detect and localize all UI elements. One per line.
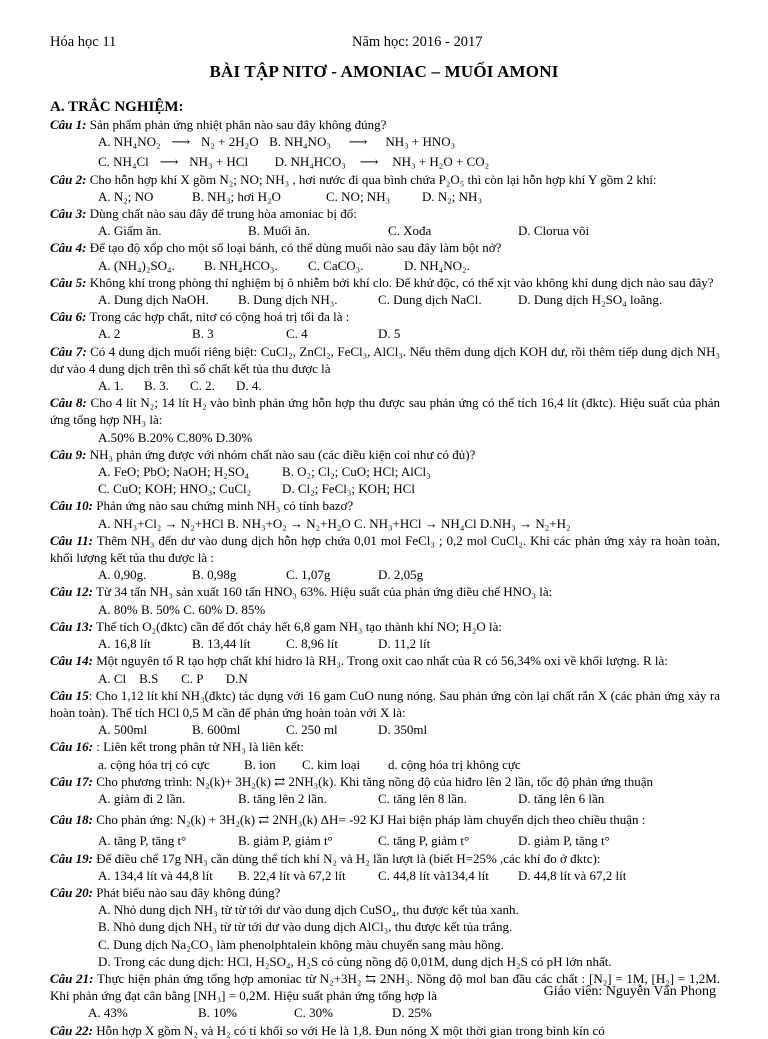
question-text: Để tạo độ xốp cho một số loại bánh, có thể dùng muối nào sau đây làm bột nở?: [86, 240, 502, 256]
option-a: A. 16,8 lít: [98, 636, 151, 652]
option-d: D. 44,8 lít và 67,2 lít: [518, 867, 627, 883]
option-d: D. giảm P, tăng t°: [518, 833, 610, 849]
options-row: [50, 222, 720, 239]
option-b: B. NH₄HCO₃.: [204, 257, 278, 273]
options-row: [50, 291, 720, 308]
question-text: Thêm NH₃ đến dư vào dung dịch hỗn hợp chứa 0,01 mol FeCl₃ ; 0,2 mol CuCl₂. Khi các phản ứng xảy ra hoàn toàn, khối lượng kết tủa thu được là :: [50, 532, 720, 566]
question-text: NH₃ phản ứng được với nhóm chất nào sau (các điều kiện coi như có đủ)?: [86, 446, 476, 462]
option-c: C. Xođa: [388, 223, 432, 239]
question-label: Câu 20:: [50, 884, 93, 900]
question-18: [50, 811, 720, 828]
option-c-product: NH₃ + HCl: [189, 154, 249, 170]
question-text: Cho phương trình: N₂(k)+ 3H₂(k) ⇄ 2NH₃(k). Khi tăng nồng độ của hiđro lên 2 lần, tốc độ phản ứng thuận: [92, 773, 654, 789]
question-8: [50, 394, 720, 428]
question-text: Trong các hợp chất, nitơ có cộng hoá trị tối đa là :: [86, 309, 350, 325]
option-c: C. 250 ml: [286, 722, 338, 738]
option-d-product: NH₃ + H₂O + CO₂: [392, 154, 490, 170]
question-label: Câu 3:: [50, 206, 87, 222]
option-b: B. Dung dịch NH₃.: [238, 292, 338, 308]
options-row: [50, 790, 720, 807]
options-row: [50, 325, 720, 342]
option-b: B. 10%: [198, 1005, 237, 1021]
option-d: D. 2,05g: [378, 567, 424, 583]
option-d: D. 5: [378, 326, 401, 342]
subject-label: Hóa học 11: [50, 34, 117, 50]
question-12: [50, 583, 720, 600]
question-text: Một nguyên tố R tạo hợp chất khí hidro là RH₃. Trong oxit cao nhất của R có 56,34% oxi về khối lượng. R là:: [92, 653, 668, 669]
option-d: D. Dung dịch H₂SO₄ loãng.: [518, 292, 663, 308]
options-row: A. NH₃+Cl₂ → N₂+HCl B. NH₃+O₂ → N₂+H₂O C. NH₃+HCl → NH₄Cl D.NH₃ → N₂+H₂: [98, 515, 571, 531]
question-label: Câu 18:: [50, 812, 93, 828]
school-year: Năm học: 2016 - 2017: [352, 34, 483, 50]
question-19: [50, 850, 720, 867]
question-label: Câu 22:: [50, 1022, 93, 1038]
reaction-arrow-icon: ⟶: [159, 154, 179, 170]
option-c: C. Dung dịch NaCl.: [378, 292, 482, 308]
options-row: [50, 635, 720, 652]
option-a: A. 1.: [98, 378, 124, 394]
option-a-product: N₂ + 2H₂O: [201, 134, 259, 150]
question-text: Thực hiện phản ứng tổng hợp amoniac từ N₂+3H₂ ⇆ 2NH₃. Nồng độ mol ban đầu các chất : [N₂] = 1M, [H₂] = 1,2M. Khi phản ứng đạt cân bằng [NH₃] = 0,2M. Hiệu suất phản ứng tổng hợp là: [50, 970, 721, 1004]
question-text: Sản phẩm phản ứng nhiệt phân nào sau đây không đúng?: [86, 117, 387, 132]
option-c: C. NH₄Cl: [98, 154, 149, 170]
question-7: [50, 343, 720, 377]
reaction-arrow-icon: ⟶: [359, 154, 379, 170]
options-row: [50, 1004, 720, 1021]
question-13: [50, 618, 720, 635]
question-text: Không khí trong phòng thí nghiệm bị ô nhiễm bởi khí clo. Để khử độc, có thể xịt vào không khí dung dịch nào sau đây?: [86, 274, 714, 290]
option-b: B. 600ml: [192, 722, 241, 738]
question-text: Hỗn hợp X gồm N₂ và H₂ có tỉ khối so với He là 1,8. Đun nóng X một thời gian trong bình kín có: [92, 1022, 605, 1038]
option-b: B. 22,4 lít và 67,2 lít: [238, 867, 346, 883]
option-c: C. 1,07g: [286, 567, 331, 583]
option-a: A. 500ml: [98, 722, 148, 738]
question-text: Phản ứng nào sau chứng minh NH₃ có tính bazơ?: [92, 498, 354, 514]
question-label: Câu 7:: [50, 343, 87, 359]
option-d: D. NH₄HCO₃: [274, 154, 346, 170]
option-c: C. tăng P, giảm t°: [378, 833, 470, 849]
option-a: A. 134,4 lít và 44,8 lít: [98, 867, 213, 883]
option-a: A. N₂; NO: [98, 188, 154, 204]
question-list: [50, 116, 720, 1039]
option-a: A. 2: [98, 326, 121, 342]
option-d: D. 25%: [392, 1005, 432, 1021]
option-a: A. 43%: [88, 1005, 128, 1021]
options-row: [50, 377, 720, 394]
reaction-arrow-icon: ⟶: [171, 134, 191, 150]
question-text: Có 4 dung dịch muối riêng biệt: CuCl₂, ZnCl₂, FeCl₃, AlCl₃. Nếu thêm dung dịch KOH dư, rồi thêm tiếp dung dịch NH₃ dư vào 4 dung dịch trên thì số chất kết tủa thu được là: [50, 343, 720, 376]
option-d: D. Trong các dung dịch: HCl, H₂SO₄, H₂S có cùng nồng độ 0,01M, dung dịch H₂S có pH lớn nhất.: [98, 953, 612, 969]
question-16: [50, 738, 720, 755]
option-d: D. Cl₂; FeCl₃; KOH; HCl: [282, 481, 415, 497]
question-label: Câu 11:: [50, 532, 93, 548]
option-a: A. Giấm ăn.: [98, 223, 162, 239]
options-row: A. Cl B.S C. P D.N: [98, 670, 248, 686]
option-a: A. NH₄NO₂: [98, 134, 161, 150]
option-c: C. 30%: [294, 1005, 333, 1021]
question-label: Câu 6:: [50, 309, 87, 325]
option-b: B. Muối ăn.: [248, 223, 311, 239]
option-c: C. 4: [286, 326, 308, 342]
option-d: D. NH₄NO₂.: [404, 257, 470, 273]
question-label: Câu 1:: [50, 117, 87, 132]
page-title: BÀI TẬP NITƠ - AMONIAC – MUỐI AMONI: [209, 62, 559, 81]
options-row: [50, 832, 720, 849]
question-20: [50, 884, 720, 901]
question-4: [50, 239, 720, 256]
options-row: [50, 188, 720, 205]
question-label: Câu 4:: [50, 240, 87, 256]
option-b-product: NH₃ + HNO₃: [385, 134, 456, 150]
option-b: B. 0,98g: [192, 567, 237, 583]
option-b: B. giảm P, giảm t°: [238, 833, 333, 849]
question-label: Câu 5:: [50, 274, 87, 290]
question-label: Câu 8:: [50, 395, 87, 411]
options-row: [50, 566, 720, 583]
question-10: [50, 497, 720, 514]
options-row: [50, 133, 720, 150]
question-14: [50, 652, 720, 669]
question-label: Câu 13:: [50, 618, 93, 634]
option-a: A. 0,90g.: [98, 567, 147, 583]
option-a: A. FeO; PbO; NaOH; H₂SO₄: [98, 464, 249, 480]
options-row: [50, 756, 720, 773]
question-3: [50, 205, 720, 222]
question-label: Câu 12:: [50, 584, 93, 600]
option-b: B. tăng lên 2 lần.: [238, 790, 327, 806]
question-text: Dùng chất nào sau đây để trung hòa amoniac bị đổ:: [86, 206, 357, 222]
teacher-signature: Giáo viên: Nguyễn Văn Phong: [543, 984, 716, 999]
option-b: B. NH₃; hơi H₂O: [192, 188, 281, 204]
option-b: B. NH₄NO₃: [269, 134, 331, 150]
option-a: A. Dung dịch NaOH.: [98, 292, 209, 308]
question-text: Phát biểu nào sau đây không đúng?: [92, 884, 281, 900]
question-1: [50, 116, 720, 133]
reaction-arrow-icon: ⟶: [348, 134, 368, 150]
options-row: [50, 463, 720, 480]
option-b: B. 13,44 lít: [192, 636, 251, 652]
option-c: C. kim loại: [302, 756, 361, 772]
question-text: Cho phản ứng: N₂(k) + 3H₂(k) ⇄ 2NH₃(k) ΔH= -92 KJ Hai biện pháp làm chuyển dịch theo chiều thuận :: [92, 812, 646, 828]
option-b: B. 3.: [144, 378, 169, 394]
option-d: d. cộng hóa trị không cực: [388, 756, 521, 772]
options-row: [50, 867, 720, 884]
option-c: C. CuO; KOH; HNO₃; CuCl₂: [98, 481, 252, 497]
option-c: C. tăng lên 8 lần.: [378, 790, 467, 806]
option-b: B. O₂; Cl₂; CuO; HCl; AlCl₃: [282, 464, 431, 480]
option-c: C. CaCO₃.: [308, 257, 364, 273]
option-c: C. 8,96 lít: [286, 636, 339, 652]
options-row: [50, 480, 720, 497]
question-label: Câu 9:: [50, 446, 87, 462]
question-text: Thể tích O₂(đktc) cần để đốt cháy hết 6,8 gam NH₃ tạo thành khí NO; H₂O là:: [92, 618, 503, 634]
question-6: [50, 308, 720, 325]
question-5: [50, 274, 720, 291]
option-b: B. 3: [192, 326, 214, 342]
options-row: [50, 721, 720, 738]
options-row: [50, 153, 720, 170]
question-label: Câu 16:: [50, 739, 93, 755]
option-d: D. N₂; NH₃: [422, 188, 482, 204]
question-22: [50, 1022, 720, 1039]
question-17: [50, 773, 720, 790]
question-label: Câu 17:: [50, 773, 93, 789]
question-text: : Cho 1,12 lít khí NH₃(đktc) tác dụng với 16 gam CuO nung nóng. Sau phản ứng còn lại chất rắn X (các phản ứng xảy ra hoàn toàn). Thể tích HCl 0,5 M cần để phản ứng hoàn toàn với X là:: [50, 687, 721, 720]
question-text: Cho hỗn hợp khí X gồm N₂; NO; NH₃ , hơi nước đi qua bình chứa P₂O₅ thì còn lại hỗn hợp khí Y gồm 2 khí:: [86, 171, 657, 187]
options-row: A.50% B.20% C.80% D.30%: [98, 429, 253, 445]
option-d: D. 4.: [236, 378, 262, 394]
question-2: [50, 171, 720, 188]
option-a: a. cộng hóa trị có cực: [98, 756, 210, 772]
question-9: [50, 446, 720, 463]
question-label: Câu 2:: [50, 171, 87, 187]
option-d: D. Clorua vôi: [518, 223, 590, 239]
section-heading: A. TRẮC NGHIỆM:: [50, 99, 184, 115]
question-15: [50, 687, 720, 721]
option-d: D. 350ml: [378, 722, 428, 738]
question-text: Cho 4 lít N₂; 14 lít H₂ vào bình phản ứng hỗn hợp thu được sau phản ứng có thể tích 16,4 lít (đktc). Hiệu suất của phản ứng tổng hợp NH₃ là:: [50, 395, 721, 428]
option-b: B. ion: [244, 756, 276, 772]
question-label: Câu 15: [50, 687, 89, 703]
question-label: Câu 21:: [50, 970, 94, 986]
option-a: A. (NH₄)₂SO₄.: [98, 257, 175, 273]
question-text: : Liên kết trong phân tử NH₃ là liên kết:: [92, 739, 304, 755]
option-d: D. 11,2 lít: [378, 636, 431, 652]
options-row: A. 80% B. 50% C. 60% D. 85%: [98, 601, 266, 617]
option-d: D. tăng lên 6 lần: [518, 790, 605, 806]
question-11: [50, 532, 720, 566]
option-b: B. Nhỏ dung dịch NH₃ từ từ tới dư vào dung dịch AlCl₃, thu được kết tủa trắng.: [98, 919, 513, 935]
option-c: C. NO; NH₃: [326, 188, 391, 204]
question-label: Câu 14:: [50, 653, 93, 669]
question-text: Để điều chế 17g NH₃ cần dùng thể tích khí N₂ và H₂ lần lượt là (biết H=25% ,các khí đo ở đktc):: [92, 850, 601, 866]
option-c: C. 2.: [190, 378, 215, 394]
question-label: Câu 19:: [50, 850, 93, 866]
question-label: Câu 10:: [50, 498, 93, 514]
question-text: Từ 34 tấn NH₃ sản xuất 160 tấn HNO₃ 63%. Hiệu suất của phản ứng điều chế HNO₃ là:: [92, 584, 553, 600]
option-a: A. giảm đi 2 lần.: [98, 790, 186, 806]
options-row: [50, 257, 720, 274]
option-c: C. 44,8 lít và134,4 lít: [378, 867, 489, 883]
option-c: C. Dung dịch Na₂CO₃ làm phenolphtalein không màu chuyển sang màu hồng.: [98, 936, 504, 952]
option-a: A. tăng P, tăng t°: [98, 833, 187, 849]
option-a: A. Nhỏ dung dịch NH₃ từ từ tới dư vào dung dịch CuSO₄, thu được kết tủa xanh.: [98, 902, 519, 918]
